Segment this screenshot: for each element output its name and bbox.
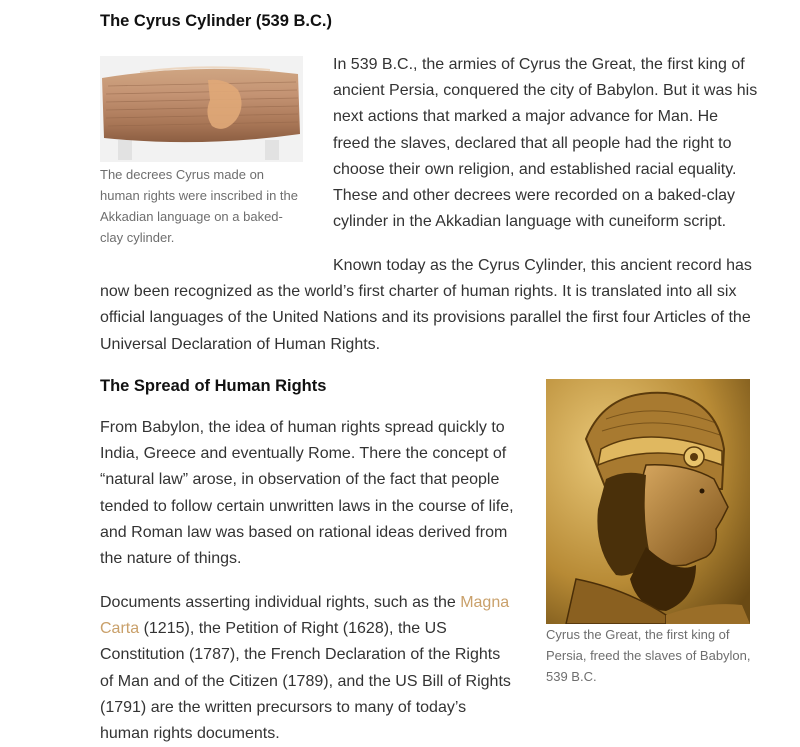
cyrus-intro-paragraph: In 539 B.C., the armies of Cyrus the Great, the first king of ancient Persia, conquered the city of Babylon. But it was his next actions that marked a major advance for Man. He freed the slaves, declared that all people had the right to choose their own religion, and established racial equality. These and other decrees were recorded on a baked-clay cylinder in the Akkadian language with cuneiform script. [333,56,758,231]
cyrus-charter-paragraph: Known today as the Cyrus Cylinder, this ancient record has now been recognized as the world’s first charter of human rights. It is translated into all six official languages of the United Nations and its provisions parallel the first four Articles of the Universal Declaration of Human Rights. [100,257,752,353]
documents-text-end: (1215), the Petition of Right (1628), the US Constitution (1787), the French Declaration of the Rights of Man and of the Citizen (1789), and the US Bill of Rights (1791) are the written precursors to many of today’s human rights documents. [100,620,511,743]
cyrus-cylinder-image [100,56,303,162]
documents-text-start: Documents asserting individual rights, such as the [100,594,461,611]
magna-carta-link[interactable]: Magna Carta [100,594,510,638]
section-heading-spread: The Spread of Human Rights [100,377,327,395]
section-heading-cyrus-cylinder: The Cyrus Cylinder (539 B.C.) [100,12,332,30]
cyrus-cylinder-caption: The decrees Cyrus made on human rights were inscribed in the Akkadian language on a baked-clay cylinder. [100,167,298,245]
cyrus-cylinder-figure [100,56,305,248]
cyrus-portrait-figure [546,379,751,687]
cyrus-portrait-image [546,379,750,624]
spread-paragraph: From Babylon, the idea of human rights spread quickly to India, Greece and eventually Rome. There the concept of “natural law” arose, in observation of the fact that people tended to follow certain unwritten laws in the course of life, and Roman law was based on rational ideas derived from the nature of things. [100,419,514,568]
documents-paragraph [100,590,515,747]
cyrus-portrait-caption: Cyrus the Great, the first king of Persia, freed the slaves of Babylon, 539 B.C. [546,627,751,684]
